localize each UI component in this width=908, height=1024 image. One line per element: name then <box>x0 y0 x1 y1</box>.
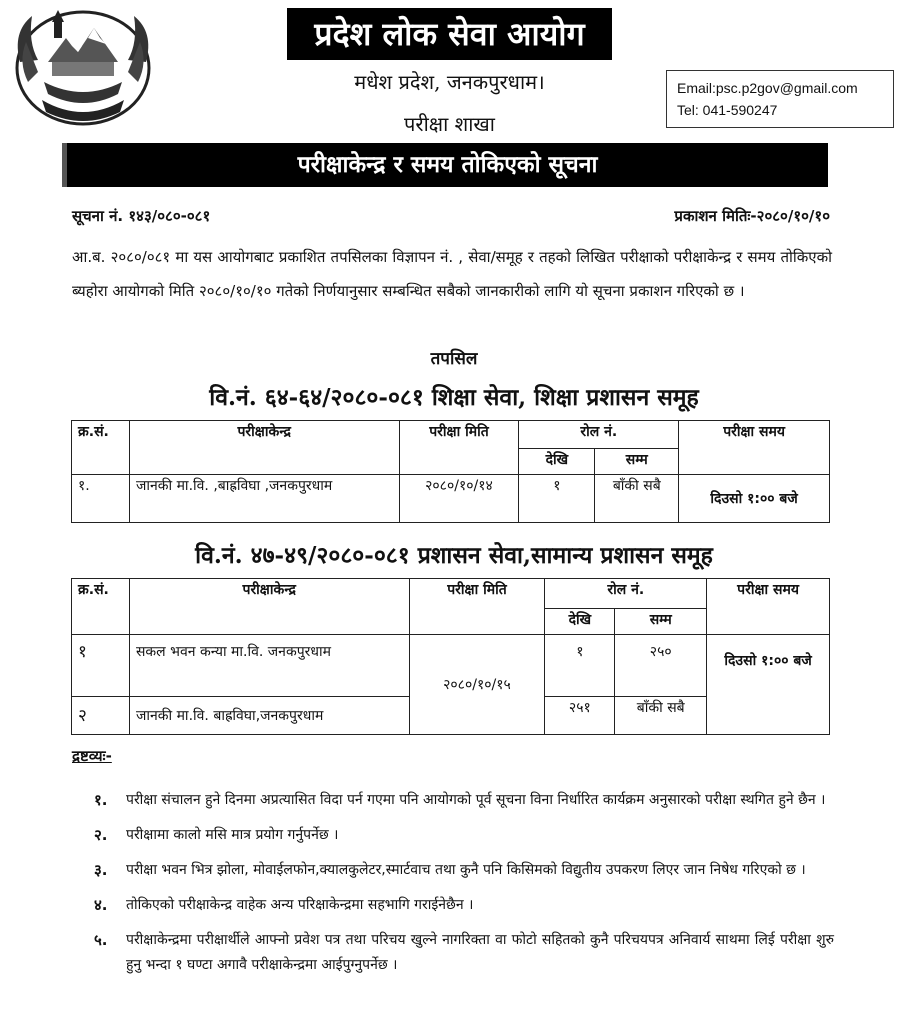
col-to: सम्म <box>595 449 679 475</box>
reference-number: सूचना नं. १४३/०८०-०८१ <box>72 207 211 225</box>
row-date: २०८०/१०/१५ <box>409 635 545 735</box>
note-text: तोकिएको परीक्षाकेन्द्र वाहेक अन्य परिक्षाकेन्द्रमा सहभागि गराईनेछैन । <box>126 897 474 913</box>
note-text: परीक्षामा कालो मसि मात्र प्रयोग गर्नुपर्नेछ । <box>126 827 339 843</box>
notice-title: परीक्षाकेन्द्र र समय तोकिएको सूचना <box>62 143 828 187</box>
table-row <box>72 635 830 697</box>
section-1-heading: वि.नं. ६४-६४/२०८०-०८१ शिक्षा सेवा, शिक्षा प्रशासन समूह <box>209 384 699 411</box>
col-time: परीक्षा समय <box>679 421 830 475</box>
col-from: देखि <box>519 449 595 475</box>
col-roll: रोल नं. <box>545 579 707 609</box>
note-number: ४. <box>94 896 108 914</box>
row-time: दिउसो १:०० बजे <box>707 635 830 735</box>
row-time: दिउसो १:०० बजे <box>679 475 830 523</box>
publication-date: प्रकाशन मितिः-२०८०/१०/१० <box>674 207 830 225</box>
commission-title: प्रदेश लोक सेवा आयोग <box>287 8 612 60</box>
row-center: सकल भवन कन्या मा.वि. जनकपुरधाम <box>129 635 409 697</box>
row-center: जानकी मा.वि. ,बाह्रविघा ,जनकपुरधाम <box>129 475 399 523</box>
list-item <box>94 893 834 918</box>
table-row <box>72 475 830 523</box>
notes-list <box>94 788 834 988</box>
province-subtitle: मधेश प्रदेश, जनकपुरधाम। <box>354 70 545 94</box>
col-center: परीक्षाकेन्द्र <box>129 421 399 475</box>
col-from: देखि <box>545 609 615 635</box>
note-number: ३. <box>94 861 108 879</box>
row-sn: २ <box>72 697 130 735</box>
row-from: १ <box>545 635 615 697</box>
schedule-label: तपसिल <box>430 349 478 369</box>
col-date: परीक्षा मिति <box>409 579 545 635</box>
section-2-table <box>71 578 830 735</box>
contact-box <box>666 70 894 128</box>
note-text: परीक्षाकेन्द्रमा परीक्षार्थीले आफ्नो प्रवेश पत्र तथा परिचय खुल्ने नागरिक्ता वा फोटो सहितको कुनै परिचयपत्र अनिवार्य साथमा लिई परीक्षा शुरु हुनु भन्दा १ घण्टा अगावै परीक्षाकेन्द्रमा आईपुग्नुपर्नेछ । <box>126 932 834 973</box>
row-from: १ <box>519 475 595 523</box>
col-roll: रोल नं. <box>519 421 679 449</box>
note-number: २. <box>94 826 108 844</box>
col-time: परीक्षा समय <box>707 579 830 635</box>
note-number: ५. <box>94 931 108 949</box>
contact-tel: Tel: 041-590247 <box>677 102 778 118</box>
list-item <box>94 788 834 813</box>
nepal-emblem-icon <box>8 2 158 130</box>
branch-subtitle: परीक्षा शाखा <box>404 112 495 136</box>
row-date: २०८०/१०/१४ <box>399 475 519 523</box>
col-to: सम्म <box>615 609 707 635</box>
col-sn: क्र.सं. <box>72 421 130 475</box>
row-center: जानकी मा.वि. बाह्रविघा,जनकपुरधाम <box>129 697 409 735</box>
row-from: २५१ <box>545 697 615 735</box>
note-number: १. <box>94 791 108 809</box>
contact-email: Email:psc.p2gov@gmail.com <box>677 80 858 96</box>
row-sn: १ <box>72 635 130 697</box>
row-to: बाँकी सबै <box>595 475 679 523</box>
row-to: बाँकी सबै <box>615 697 707 735</box>
list-item <box>94 858 834 883</box>
list-item <box>94 823 834 848</box>
col-sn: क्र.सं. <box>72 579 130 635</box>
notice-paragraph: आ.ब. २०८०/०८१ मा यस आयोगबाट प्रकाशित तपसिलका विज्ञापन नं. , सेवा/समूह र तहको लिखित परीक्षाको परीक्षाकेन्द्र र समय तोकिएको ब्यहोरा आयोगको मिति २०८०/१०/१० गतेको निर्णयानुसार सम्बन्धित सबैको जानकारीको लागि यो सूचना प्रकाशन गरिएको छ । <box>72 248 832 300</box>
section-1-table <box>71 420 830 523</box>
row-sn: १. <box>72 475 130 523</box>
section-2-heading: वि.नं. ४७-४९/२०८०-०८१ प्रशासन सेवा,सामान्य प्रशासन समूह <box>195 542 713 569</box>
row-to: २५० <box>615 635 707 697</box>
note-text: परीक्षा संचालन हुने दिनमा अप्रत्यासित विदा पर्न गएमा पनि आयोगको पूर्व सूचना विना निर्धारित कार्यक्रम अनुसारको परीक्षा स्थगित हुने छैन । <box>126 792 826 808</box>
col-center: परीक्षाकेन्द्र <box>129 579 409 635</box>
note-text: परीक्षा भवन भित्र झोला, मोवाईलफोन,क्यालकुलेटर,स्मार्टवाच तथा कुनै पनि किसिमको विद्युतीय उपकरण लिएर जान निषेध गरिएको छ । <box>126 862 806 878</box>
col-date: परीक्षा मिति <box>399 421 519 475</box>
list-item <box>94 928 834 978</box>
notes-heading: द्रष्टव्यः- <box>72 747 112 765</box>
